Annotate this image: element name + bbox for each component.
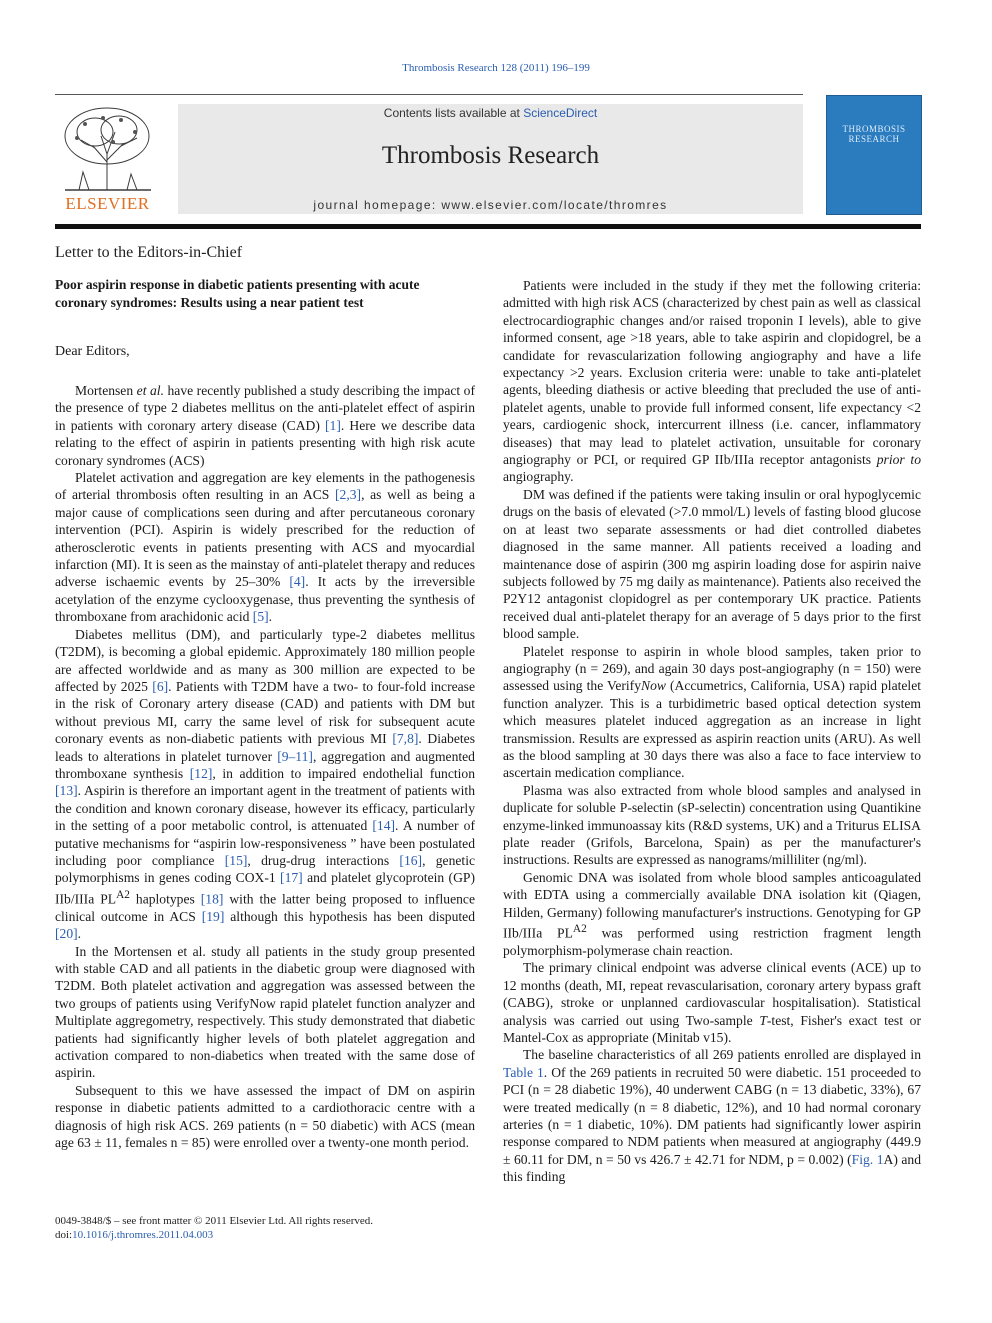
ref-link[interactable]: [18] xyxy=(200,891,224,907)
paragraph: Genomic DNA was isolated from whole blood samples anticoagulated with EDTA using a commercially available DNA isolation kit (Qiagen, Hilden, Germany) following manufacturer's instructions. Genotyping for GP IIb/IIIa $PL^{A2}$ was performed using restriction fragment length polymorphism-polymerase chain reaction. xyxy=(503,869,921,958)
ref-link[interactable]: [1] xyxy=(325,417,341,433)
ref-link[interactable]: [13] xyxy=(55,783,78,799)
ref-link[interactable]: [4] xyxy=(289,574,306,590)
journal-citation[interactable]: Thrombosis Research 128 (2011) 196–199 xyxy=(402,62,590,74)
ref-link[interactable]: [12] xyxy=(189,765,213,781)
ref-link[interactable]: [14] xyxy=(372,818,396,834)
article-section: Letter to the Editors-in-Chief xyxy=(55,244,243,261)
ref-link[interactable]: [6] xyxy=(152,678,169,694)
paragraph: Subsequent to this we have assessed the impact of DM on aspirin response in diabetic patients admitted to a cardiothoracic centre with a diagnosis of high risk ACS. 269 patients (n = 50 diabetic) with ACS (mean age 63 ± 11, females n = 85) were enrolled over a twenty-one month period. xyxy=(55,1082,475,1150)
elsevier-logo[interactable] xyxy=(55,102,160,214)
paragraph: Patients were included in the study if they met the following criteria: admitted with high risk ACS (characterized by chest pain as well as classical electrocardiographic changes and/or raised troponin I levels), able to give informed consent, age >18 years, able to take aspirin and clopidogrel, be a candidate for revascularization following angiography and have a life expectancy >2 years. Exclusion criteria were: unable to take anti-platelet agents, bleeding diathesis or active bleeding that precluded the use of anti-platelet agents, unable to provide full informed consent, life expectancy <2 years, cardiogenic shock, intercurrent illness (i.e. cancer, inflammatory diseases) that may lead to platelet activation, unsuitable for coronary angiography or PCI, or required GP IIb/IIIa receptor antagonists prior to angiography. xyxy=(503,278,921,485)
doi-link[interactable]: 10.1016/j.thromres.2011.04.003 xyxy=(72,1229,214,1241)
paragraph: Platelet activation and aggregation are key elements in the pathogenesis of arterial thrombosis often resulting in an ACS [2,3], as well as being a major cause of complications seen during and after percutaneous coronary intervention (PCI). Aspirin is widely prescribed for the reduction of atherosclerotic events in patients presenting with ACS and myocardial infarction (MI). It is seen as the mainstay of anti-platelet therapy and reduces adverse ischaemic events by 25–30% [4]. It acts by the irreversible acetylation of the enzyme cyclooxygenase, thus preventing the synthesis of thromboxane from arachidonic acid [5]. xyxy=(55,470,475,625)
issn-line: 0049-3848/$ – see front matter © 2011 Elsevier Ltd. All rights reserved. xyxy=(55,1215,374,1227)
paragraph: In the Mortensen et al. study all patients in the study group presented with stable CAD and all patients in the diabetic group were diagnosed with T2DM. Both platelet activation and aggregation was assessed between the two groups of patients using VerifyNow rapid platelet function analyzer and Multiplate aggregometry, respectively. This study demonstrated that diabetic patients had significantly higher levels of both platelet aggregation and activation compared to non-diabetics when treated with the same dose of aspirin. xyxy=(55,943,475,1081)
paragraph: The primary clinical endpoint was adverse clinical events (ACE) up to 12 months (death, MI, repeat revascularisation, coronary artery bypass graft (CABG), stroke or unplanned cardiovascular hospitalisation). Statistical analysis was carried out using Two-sample T-test, Fisher's exact test or Mantel-Cox as appropriate (Minitab v15). xyxy=(503,960,922,1045)
journal-banner xyxy=(178,104,803,214)
paragraph: The baseline characteristics of all 269 patients enrolled are displayed in Table 1. Of the 269 patients in recruited 50 were diabetic. 151 proceeded to PCI (n = 28 diabetic 19%), 40 underwent CABG (n = 13 diabetic, 33%), 67 were treated medically (n = 8 diabetic, 12%), and 10 had normal coronary arteries (n = 1 diabetic, 10%). DM patients had significantly lower aspirin response compared to NDM patients when measured at angiography (449.9 ± 60.11 for DM, n = 50 vs 426.7 ± 42.71 for NDM, p = 0.002) (Fig. 1A) and this finding xyxy=(503,1047,921,1185)
table-link[interactable]: Table 1 xyxy=(503,1064,544,1080)
footer xyxy=(55,1214,373,1242)
header-thick-rule xyxy=(55,224,921,229)
ref-link[interactable]: [19] xyxy=(201,908,225,924)
journal-cover[interactable] xyxy=(826,95,922,215)
contents-line: Contents lists available at ScienceDirect xyxy=(383,106,598,120)
ref-link[interactable]: [9–11] xyxy=(277,748,313,764)
paragraph: Diabetes mellitus (DM), and particularly type-2 diabetes mellitus (T2DM), is becoming a global epidemic. Approximately 180 million people are affected worldwide and as many as 300 million are expected to be affected by 2025 [6]. Patients with T2DM have a two- to four-fold increase in the risk of Coronary artery disease (CAD) and patients with DM but without previous MI, carry the same level of risk for subsequent acute coronary events as non-diabetic patients with previous MI [7,8]. Diabetes leads to alterations in platelet turnover [9–11], aggregation and augmented thromboxane synthesis [12], in addition to impaired endothelial function [13]. Aspirin is therefore an important agent in the treatment of patients with the condition and known coronary disease, however its efficacy, particularly in the setting of a poor metabolic control, is attenuated [14]. A number of putative mechanisms for “aspirin low-responsiveness ” have been postulated including poor compliance [15], drug-drug interactions [16], genetic polymorphisms in genes coding COX-1 [17] and platelet glycoprotein (GP) IIb/IIIa $PL^{A2}$ haplotypes [18] with the latter being proposed to influence clinical outcome in ACS [19] although this hypothesis has been disputed [20]. xyxy=(55,626,476,942)
paragraph: DM was defined if the patients were taking insulin or oral hypoglycemic drugs on the basis of elevated (>7.0 mmol/L) levels of fasting blood glucose on at least two separate assessments or had diet controlled diabetes diagnosed in the same manner. All patients received a loading and maintenance dose of aspirin (300 mg aspirin loading dose for aspirin naive subjects followed by 75 mg daily as maintenance). Patients also received the P2Y12 antagonist clopidogrel as per contemporary UK practice. Patients received dual anti-platelet therapy for an average of 5 days prior to the first blood sample. xyxy=(503,486,921,642)
paragraph: Plasma was also extracted from whole blood samples and analysed in duplicate for soluble P-selectin (sP-selectin) concentration using Quantikine enzyme-linked immunoassay kits (R&D systems, UK) and a Triturus ELISA plate reader (Grifols, Barcelona, Spain) as per the manufacturer's instructions. Results are expressed as nanograms/milliliter (ng/ml). xyxy=(503,782,921,868)
figure-link[interactable]: Fig. 1 xyxy=(851,1151,884,1167)
article-title: Poor aspirin response in diabetic patients presenting with acute coronary syndromes: Results using a near patient test xyxy=(55,277,420,310)
left-column xyxy=(55,382,475,1151)
ref-link[interactable]: [16] xyxy=(399,852,423,868)
ref-link[interactable]: [17] xyxy=(280,870,303,886)
cover-title: THROMBOSIS RESEARCH xyxy=(842,124,906,144)
right-column xyxy=(503,277,921,1186)
ref-link[interactable]: [5] xyxy=(252,609,269,625)
sciencedirect-link[interactable]: ScienceDirect xyxy=(523,106,598,120)
paragraph: Mortensen et al. have recently published a study describing the impact of the presence of type 2 diabetes mellitus on the anti-platelet effect of aspirin in patients with coronary artery disease (CAD) [1]. Here we describe data relating to the effect of aspirin in patients presenting with high risk acute coronary syndromes (ACS) xyxy=(55,383,476,468)
paragraph: Platelet response to aspirin in whole blood samples, taken prior to angiography (n = 269), and again 30 days post-angiography (n = 150) were assessed using the VerifyNow (Accumetrics, California, USA) rapid platelet function analyzer. This is a turbidimetric based optical detection system which measures platelet induced aggregation as an increase in light transmission. Results are expressed as aspirin reaction units (ARU). As well as the blood sampling at 30 days there was also a face to face interview to ascertain medication compliance. xyxy=(503,643,922,781)
ref-link[interactable]: [15] xyxy=(224,852,248,868)
journal-homepage[interactable]: journal homepage: www.elsevier.com/locate/thromres xyxy=(313,198,668,212)
ref-link[interactable]: [20] xyxy=(55,926,78,942)
salutation: Dear Editors, xyxy=(55,344,130,359)
elsevier-wordmark: ELSEVIER xyxy=(65,194,150,213)
ref-link[interactable]: [7,8] xyxy=(392,731,419,747)
header-rule xyxy=(55,94,803,95)
journal-name: Thrombosis Research xyxy=(381,142,600,169)
doi-line: doi:10.1016/j.thromres.2011.04.003 xyxy=(55,1229,214,1241)
ref-link[interactable]: [2,3] xyxy=(335,487,362,503)
elsevier-tree-icon xyxy=(55,102,160,194)
